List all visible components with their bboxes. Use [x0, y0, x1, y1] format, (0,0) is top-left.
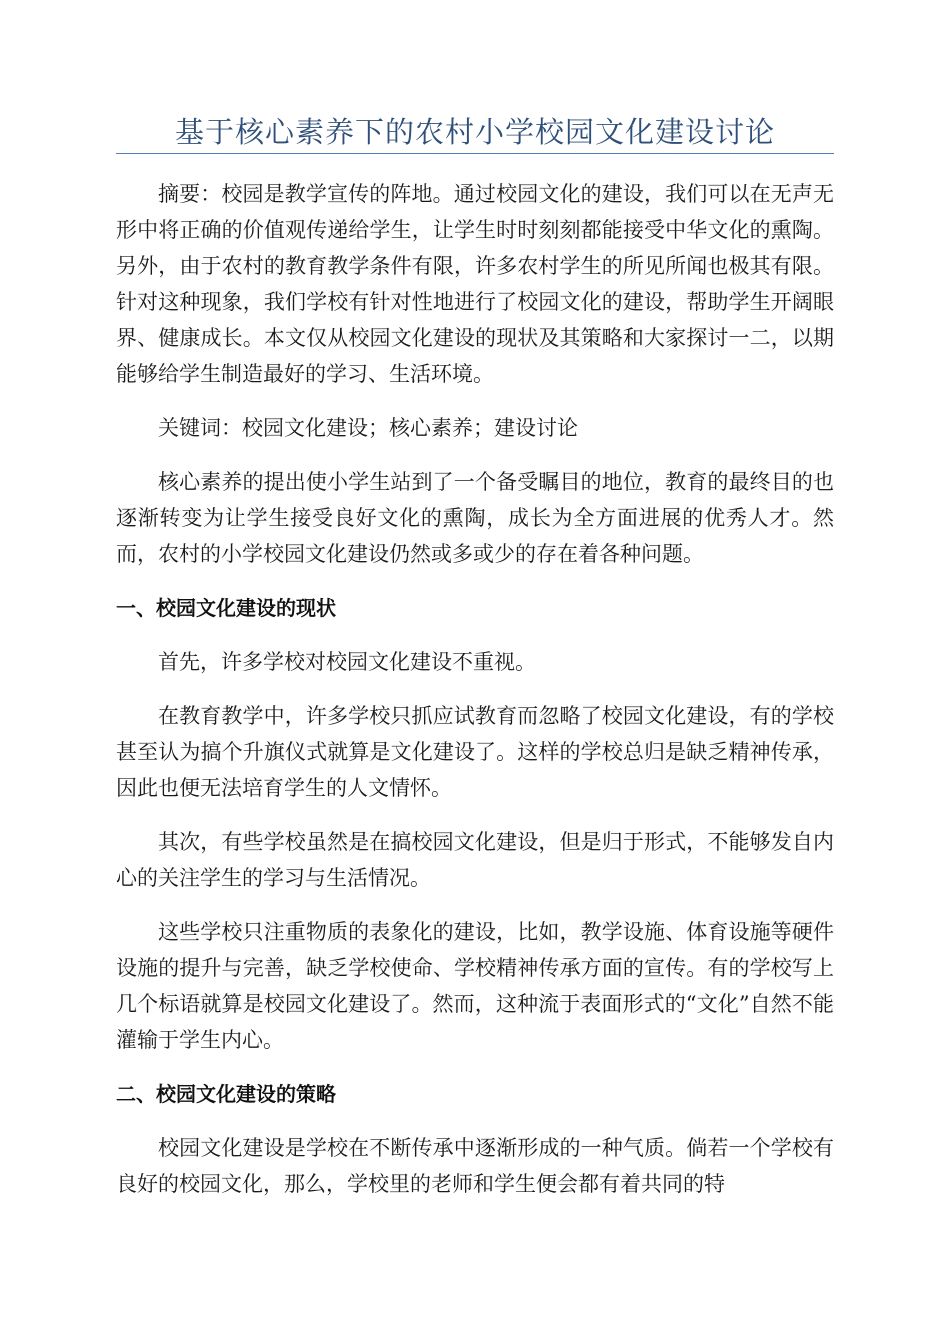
abstract-paragraph: 摘要：校园是教学宣传的阵地。通过校园文化的建设，我们可以在无声无形中将正确的价值观传递给学生，让学生时时刻刻都能接受中华文化的熏陶。另外，由于农村的教育教学条件有限，许多农村学生的所见所闻也极其有限。针对这种现象，我们学校有针对性地进行了校园文化的建设，帮助学生开阔眼界、健康成长。本文仅从校园文化建设的现状及其策略和大家探讨一二，以期能够给学生制造最好的学习、生活环境。 — [116, 182, 834, 386]
document-body — [116, 176, 834, 1220]
section-heading-1: 一、校园文化建设的现状 — [116, 596, 336, 620]
body-paragraph: 首先，许多学校对校园文化建设不重视。 — [158, 650, 536, 674]
keywords-paragraph: 关键词：校园文化建设；核心素养；建设讨论 — [158, 416, 578, 440]
section-heading-2: 二、校园文化建设的策略 — [116, 1082, 336, 1106]
title-underline — [116, 153, 834, 154]
body-paragraph: 在教育教学中，许多学校只抓应试教育而忽略了校园文化建设，有的学校甚至认为搞个升旗仪式就算是文化建设了。这样的学校总归是缺乏精神传承，因此也便无法培育学生的人文情怀。 — [116, 704, 834, 800]
body-paragraph: 校园文化建设是学校在不断传承中逐渐形成的一种气质。倘若一个学校有良好的校园文化，那么，学校里的老师和学生便会都有着共同的特 — [116, 1136, 834, 1196]
intro-paragraph: 核心素养的提出使小学生站到了一个备受瞩目的地位，教育的最终目的也逐渐转变为让学生接受良好文化的熏陶，成长为全方面进展的优秀人才。然而，农村的小学校园文化建设仍然或多或少的存在着各种问题。 — [116, 470, 834, 566]
body-paragraph: 这些学校只注重物质的表象化的建设，比如，教学设施、体育设施等硬件设施的提升与完善，缺乏学校使命、学校精神传承方面的宣传。有的学校写上几个标语就算是校园文化建设了。然而，这种流于表面形式的“文化”自然不能灌输于学生内心。 — [116, 920, 834, 1052]
document-title: 基于核心素养下的农村小学校园文化建设讨论 — [174, 115, 775, 149]
body-paragraph: 其次，有些学校虽然是在搞校园文化建设，但是归于形式，不能够发自内心的关注学生的学习与生活情况。 — [116, 830, 834, 890]
